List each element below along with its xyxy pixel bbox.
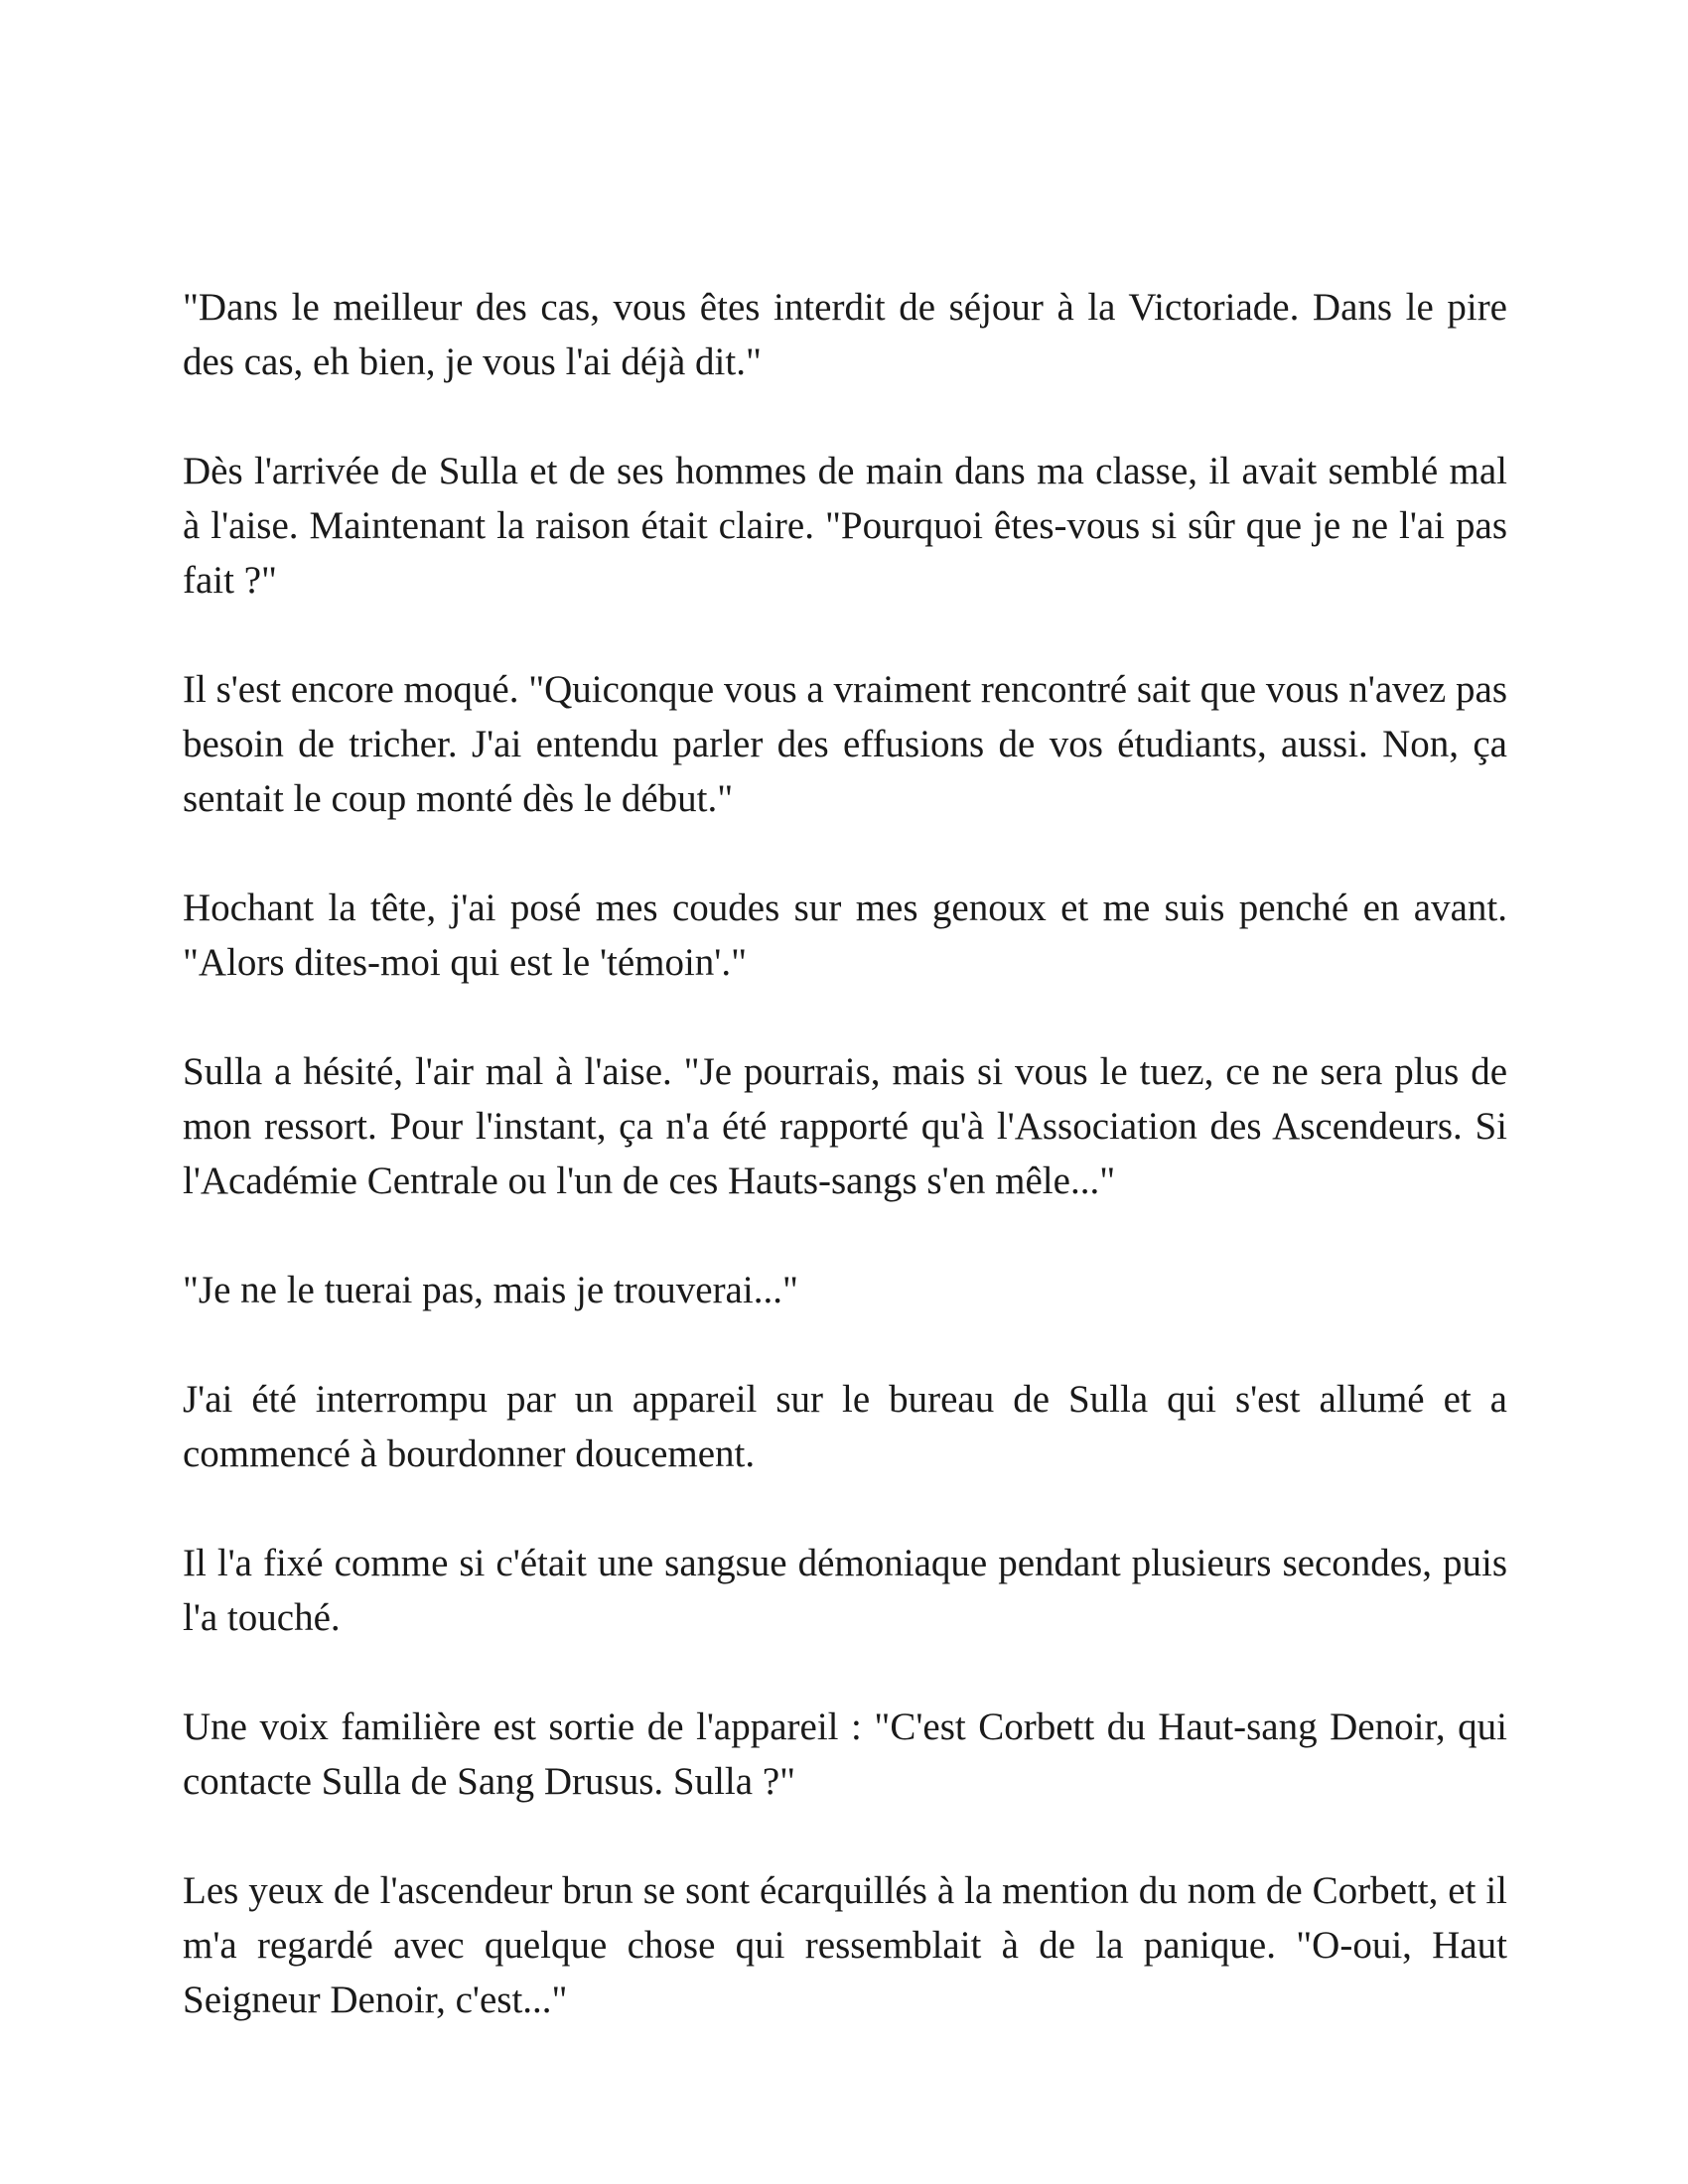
paragraph-4: Hochant la tête, j'ai posé mes coudes sur mes genoux et me suis penché en avant. "Alors dites-moi qui est le 'témoin'.": [183, 887, 1507, 984]
paragraph-10: Les yeux de l'ascendeur brun se sont écarquillés à la mention du nom de Corbett, et il m'a regardé avec quelque chose qui ressemblait à de la panique. "O-oui, Haut Seigneur Denoir, c'est...": [183, 1869, 1507, 2021]
document-page: [183, 280, 1507, 2027]
paragraph-2: Dès l'arrivée de Sulla et de ses hommes de main dans ma classe, il avait semblé mal à l'aise. Maintenant la raison était claire. "Pourquoi êtes-vous si sûr que je ne l'ai pas fait ?": [183, 450, 1507, 602]
paragraph-7: J'ai été interrompu par un appareil sur le bureau de Sulla qui s'est allumé et a commencé à bourdonner doucement.: [183, 1378, 1507, 1475]
paragraph-5: Sulla a hésité, l'air mal à l'aise. "Je pourrais, mais si vous le tuez, ce ne sera plus de mon ressort. Pour l'instant, ça n'a été rapporté qu'à l'Association des Ascendeurs. Si l'Académie Centrale ou l'un de ces Hauts-sangs s'en mêle...": [183, 1050, 1507, 1202]
paragraph-1: "Dans le meilleur des cas, vous êtes interdit de séjour à la Victoriade. Dans le pire des cas, eh bien, je vous l'ai déjà dit.": [183, 286, 1507, 383]
paragraph-8: Il l'a fixé comme si c'était une sangsue démoniaque pendant plusieurs secondes, puis l'a touché.: [183, 1542, 1507, 1639]
paragraph-9: Une voix familière est sortie de l'appareil : "C'est Corbett du Haut-sang Denoir, qui contacte Sulla de Sang Drusus. Sulla ?": [183, 1706, 1507, 1803]
paragraph-6: "Je ne le tuerai pas, mais je trouverai...": [183, 1269, 798, 1311]
paragraph-3: Il s'est encore moqué. "Quiconque vous a vraiment rencontré sait que vous n'avez pas besoin de tricher. J'ai entendu parler des effusions de vos étudiants, aussi. Non, ça sentait le coup monté dès le début.": [183, 668, 1507, 820]
